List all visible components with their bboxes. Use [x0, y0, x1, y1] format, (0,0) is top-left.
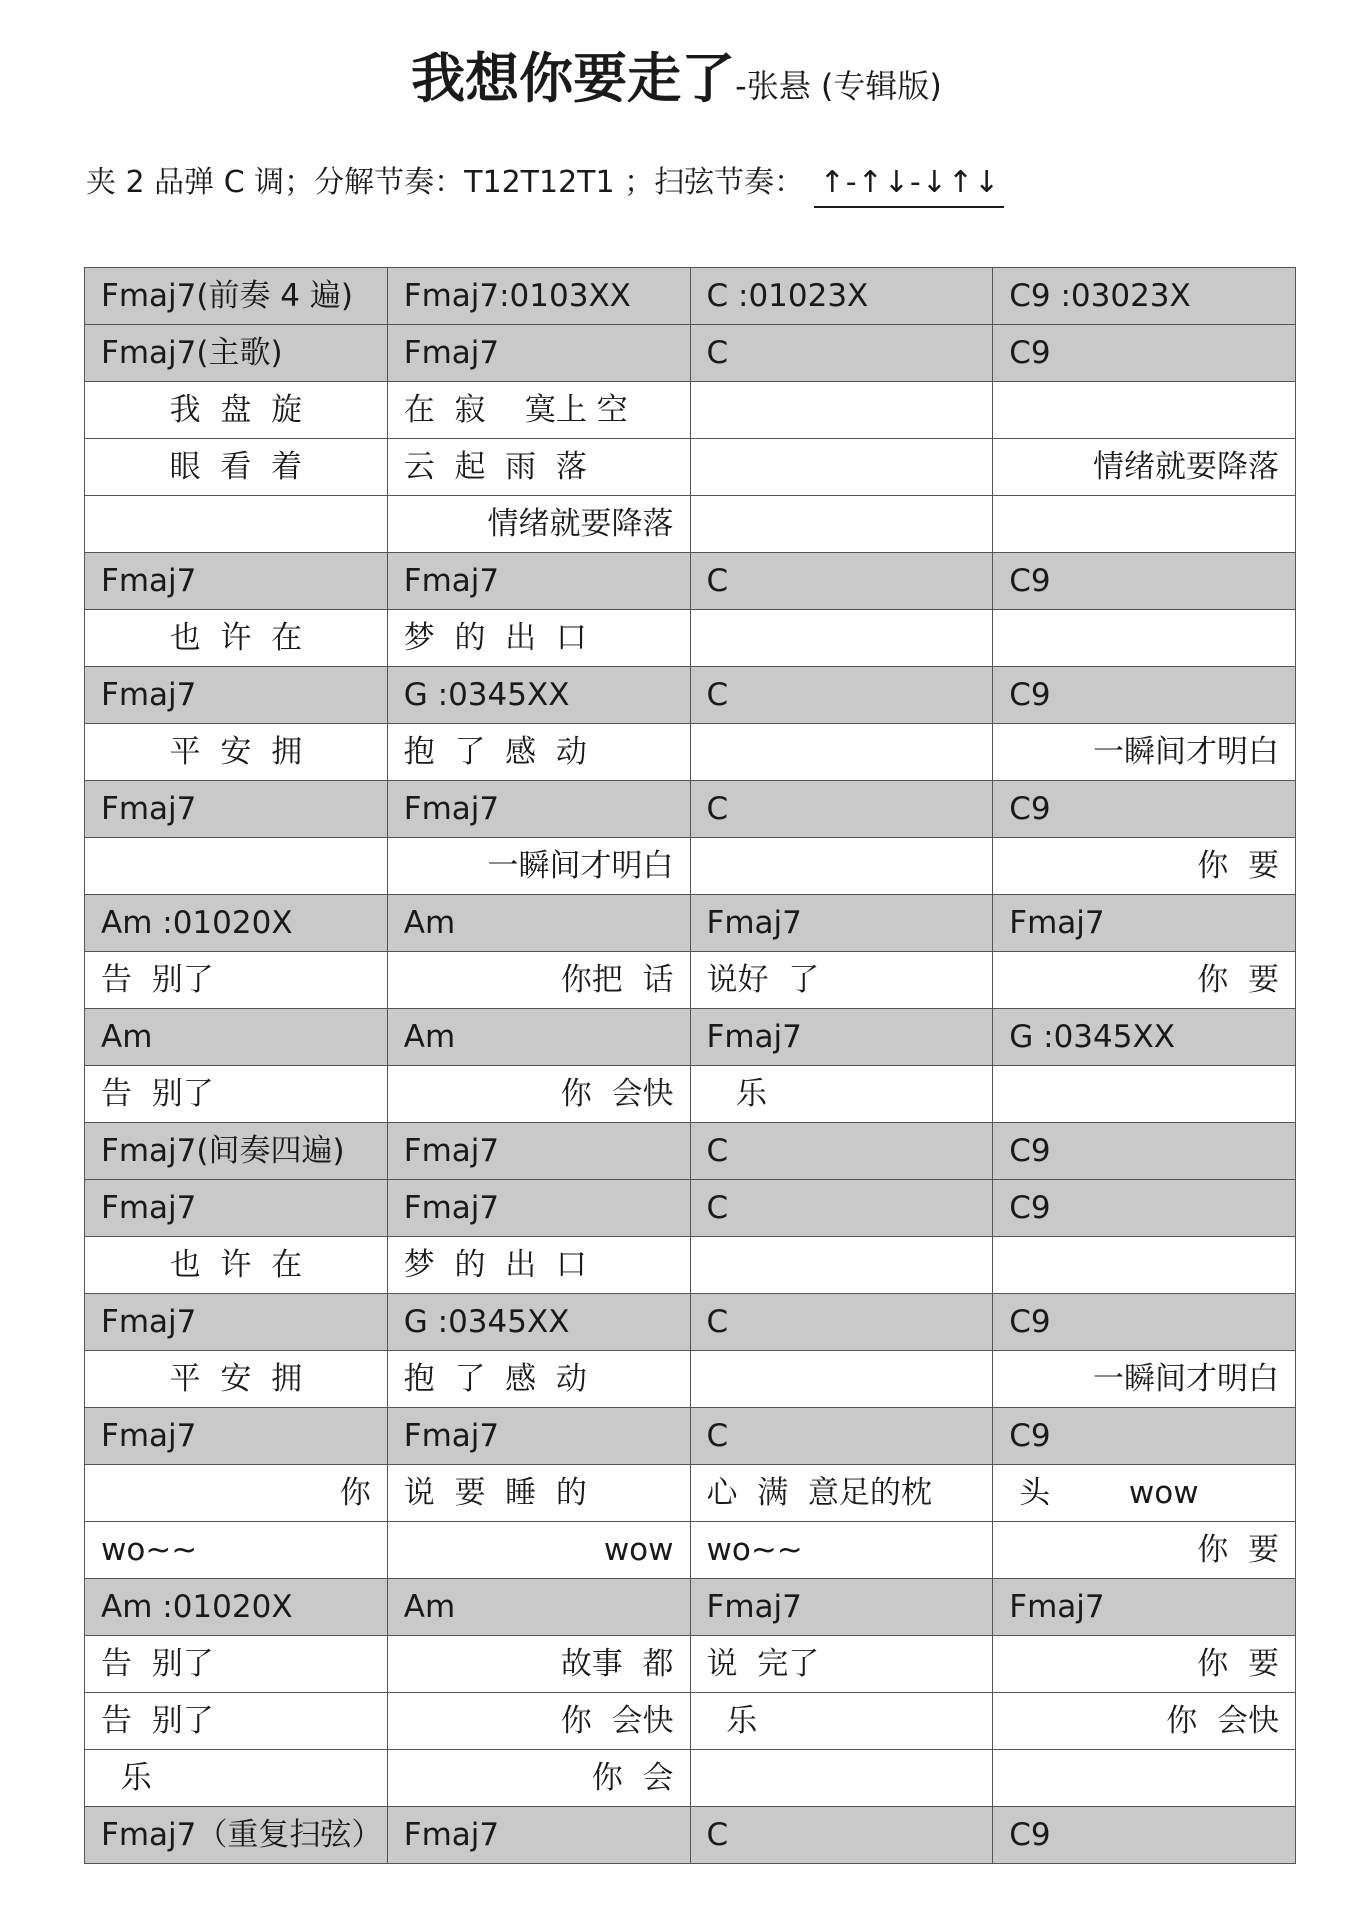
chord-cell: C9 [993, 325, 1296, 382]
chord-row [85, 781, 1296, 838]
lyric-cell [690, 838, 993, 895]
lyric-row [85, 724, 1296, 781]
chord-sheet-table [84, 267, 1296, 1864]
lyric-cell [993, 1750, 1296, 1807]
lyric-cell: 你 要 [993, 952, 1296, 1009]
lyric-cell: 乐 [690, 1693, 993, 1750]
chord-cell: G :0345XX [387, 667, 690, 724]
lyric-cell: 在 寂 寞上 空 [387, 382, 690, 439]
lyric-cell [690, 1750, 993, 1807]
chord-cell: Am :01020X [85, 895, 388, 952]
chord-cell: C9 [993, 1180, 1296, 1237]
lyric-row [85, 1066, 1296, 1123]
chord-cell: C9 [993, 553, 1296, 610]
lyric-row [85, 1636, 1296, 1693]
lyric-cell: 你 要 [993, 1522, 1296, 1579]
chord-row [85, 1408, 1296, 1465]
chord-cell: Fmaj7(间奏四遍) [85, 1123, 388, 1180]
lyric-cell [993, 1237, 1296, 1294]
chord-cell: Fmaj7 [85, 1180, 388, 1237]
chord-cell: Fmaj7 [387, 1807, 690, 1864]
chord-row [85, 1180, 1296, 1237]
strum-pattern: ↑-↑↓-↓↑↓ [814, 165, 1004, 208]
chord-cell: C9 [993, 1807, 1296, 1864]
lyric-row [85, 1351, 1296, 1408]
chord-cell: Am [387, 1579, 690, 1636]
chord-cell: Am :01020X [85, 1579, 388, 1636]
chord-row [85, 895, 1296, 952]
lyric-cell: 一瞬间才明白 [387, 838, 690, 895]
lyric-cell: 你把 话 [387, 952, 690, 1009]
chord-row [85, 1807, 1296, 1864]
chord-cell: Fmaj7 [387, 1123, 690, 1180]
lyric-cell [690, 724, 993, 781]
chord-cell: Fmaj7（重复扫弦） [85, 1807, 388, 1864]
lyric-cell: 故事 都 [387, 1636, 690, 1693]
lyric-cell [993, 382, 1296, 439]
lyric-cell: 说 要 睡 的 [387, 1465, 690, 1522]
lyric-cell [993, 1066, 1296, 1123]
lyric-row [85, 610, 1296, 667]
chord-cell: Fmaj7 [993, 1579, 1296, 1636]
chord-cell: C [690, 1123, 993, 1180]
lyric-row [85, 952, 1296, 1009]
lyric-cell: 说 完了 [690, 1636, 993, 1693]
chord-row [85, 1579, 1296, 1636]
chord-cell: Am [85, 1009, 388, 1066]
chord-cell: Fmaj7(主歌) [85, 325, 388, 382]
chord-cell: C9 [993, 781, 1296, 838]
chord-cell: Fmaj7 [85, 553, 388, 610]
lyric-cell: 梦 的 出 口 [387, 610, 690, 667]
song-title: 我想你要走了 [411, 47, 736, 110]
chord-cell: Fmaj7 [387, 781, 690, 838]
lyric-cell: 你 会快 [993, 1693, 1296, 1750]
chord-cell: Fmaj7 [387, 553, 690, 610]
lyric-cell: 告 别了 [85, 952, 388, 1009]
lyric-row [85, 382, 1296, 439]
lyric-row [85, 838, 1296, 895]
lyric-cell: 也 许 在 [85, 610, 388, 667]
lyric-cell: 一瞬间才明白 [993, 724, 1296, 781]
play-instructions [86, 157, 1004, 201]
lyric-cell [690, 496, 993, 553]
lyric-cell: 告 别了 [85, 1066, 388, 1123]
lyric-cell: 你 要 [993, 1636, 1296, 1693]
chord-row [85, 1009, 1296, 1066]
lyric-cell [690, 1351, 993, 1408]
lyric-cell: 平 安 拥 [85, 724, 388, 781]
lyric-row [85, 1237, 1296, 1294]
lyric-cell [690, 1237, 993, 1294]
lyric-cell: 心 满 意足的枕 [690, 1465, 993, 1522]
chord-cell: C9 [993, 1294, 1296, 1351]
lyric-cell: wow [387, 1522, 690, 1579]
chord-cell: C [690, 781, 993, 838]
lyric-row [85, 1750, 1296, 1807]
chord-cell: C [690, 1408, 993, 1465]
chord-cell: C [690, 1294, 993, 1351]
song-title-block [0, 36, 1353, 113]
chord-row [85, 268, 1296, 325]
lyric-cell: 告 别了 [85, 1636, 388, 1693]
lyric-cell: 梦 的 出 口 [387, 1237, 690, 1294]
chord-cell: C :01023X [690, 268, 993, 325]
lyric-cell: 一瞬间才明白 [993, 1351, 1296, 1408]
lyric-cell: 抱 了 感 动 [387, 1351, 690, 1408]
lyric-cell: wo~~ [85, 1522, 388, 1579]
chord-cell: Fmaj7 [85, 1294, 388, 1351]
chord-cell: G :0345XX [993, 1009, 1296, 1066]
chord-cell: Fmaj7 [85, 781, 388, 838]
lyric-cell: 头 wow [993, 1465, 1296, 1522]
chord-cell: Fmaj7 [85, 667, 388, 724]
lyric-cell [690, 439, 993, 496]
chord-cell: Fmaj7 [387, 325, 690, 382]
song-subtitle: -张悬 (专辑版) [735, 67, 942, 105]
chord-cell: C [690, 325, 993, 382]
chord-cell: Am [387, 1009, 690, 1066]
lyric-cell: 平 安 拥 [85, 1351, 388, 1408]
lyric-row [85, 1465, 1296, 1522]
chord-row [85, 1123, 1296, 1180]
chord-cell: Fmaj7 [85, 1408, 388, 1465]
chord-cell: G :0345XX [387, 1294, 690, 1351]
chord-row [85, 553, 1296, 610]
chord-row [85, 325, 1296, 382]
chord-cell: Fmaj7 [690, 1579, 993, 1636]
chord-cell: Fmaj7(前奏 4 遍) [85, 268, 388, 325]
lyric-cell [85, 838, 388, 895]
lyric-cell: 我 盘 旋 [85, 382, 388, 439]
lyric-cell: 你 [85, 1465, 388, 1522]
chord-cell: Fmaj7:0103XX [387, 268, 690, 325]
chord-cell: Fmaj7 [993, 895, 1296, 952]
chord-cell: C [690, 553, 993, 610]
lyric-cell: 情绪就要降落 [993, 439, 1296, 496]
lyric-cell: 乐 [85, 1750, 388, 1807]
lyric-cell: 你 会快 [387, 1066, 690, 1123]
lyric-cell: 说好 了 [690, 952, 993, 1009]
lyric-cell: 抱 了 感 动 [387, 724, 690, 781]
lyric-cell [85, 496, 388, 553]
lyric-cell: 云 起 雨 落 [387, 439, 690, 496]
lyric-row [85, 439, 1296, 496]
lyric-cell: 你 会快 [387, 1693, 690, 1750]
lyric-row [85, 1693, 1296, 1750]
chord-cell: Fmaj7 [387, 1180, 690, 1237]
lyric-cell: 眼 看 着 [85, 439, 388, 496]
lyric-cell [993, 496, 1296, 553]
lyric-row [85, 496, 1296, 553]
lyric-cell: wo~~ [690, 1522, 993, 1579]
chord-cell: Fmaj7 [690, 895, 993, 952]
lyric-cell [690, 382, 993, 439]
lyric-row [85, 1522, 1296, 1579]
chord-cell: C9 [993, 1123, 1296, 1180]
capo-and-rhythm: 夹 2 品弹 C 调；分解节奏：T12T12T1 ；扫弦节奏： [86, 165, 805, 200]
lyric-cell [690, 610, 993, 667]
chord-cell: Fmaj7 [387, 1408, 690, 1465]
chord-sheet-body [85, 268, 1296, 1864]
chord-cell: C9 :03023X [993, 268, 1296, 325]
lyric-cell [993, 610, 1296, 667]
lyric-cell: 告 别了 [85, 1693, 388, 1750]
chord-cell: C9 [993, 1408, 1296, 1465]
lyric-cell: 也 许 在 [85, 1237, 388, 1294]
chord-cell: C [690, 667, 993, 724]
lyric-cell: 你 要 [993, 838, 1296, 895]
lyric-cell: 乐 [690, 1066, 993, 1123]
chord-cell: C [690, 1807, 993, 1864]
chord-cell: Fmaj7 [690, 1009, 993, 1066]
chord-cell: C [690, 1180, 993, 1237]
chord-row [85, 1294, 1296, 1351]
chord-cell: Am [387, 895, 690, 952]
chord-cell: C9 [993, 667, 1296, 724]
lyric-cell: 你 会 [387, 1750, 690, 1807]
chord-row [85, 667, 1296, 724]
lyric-cell: 情绪就要降落 [387, 496, 690, 553]
